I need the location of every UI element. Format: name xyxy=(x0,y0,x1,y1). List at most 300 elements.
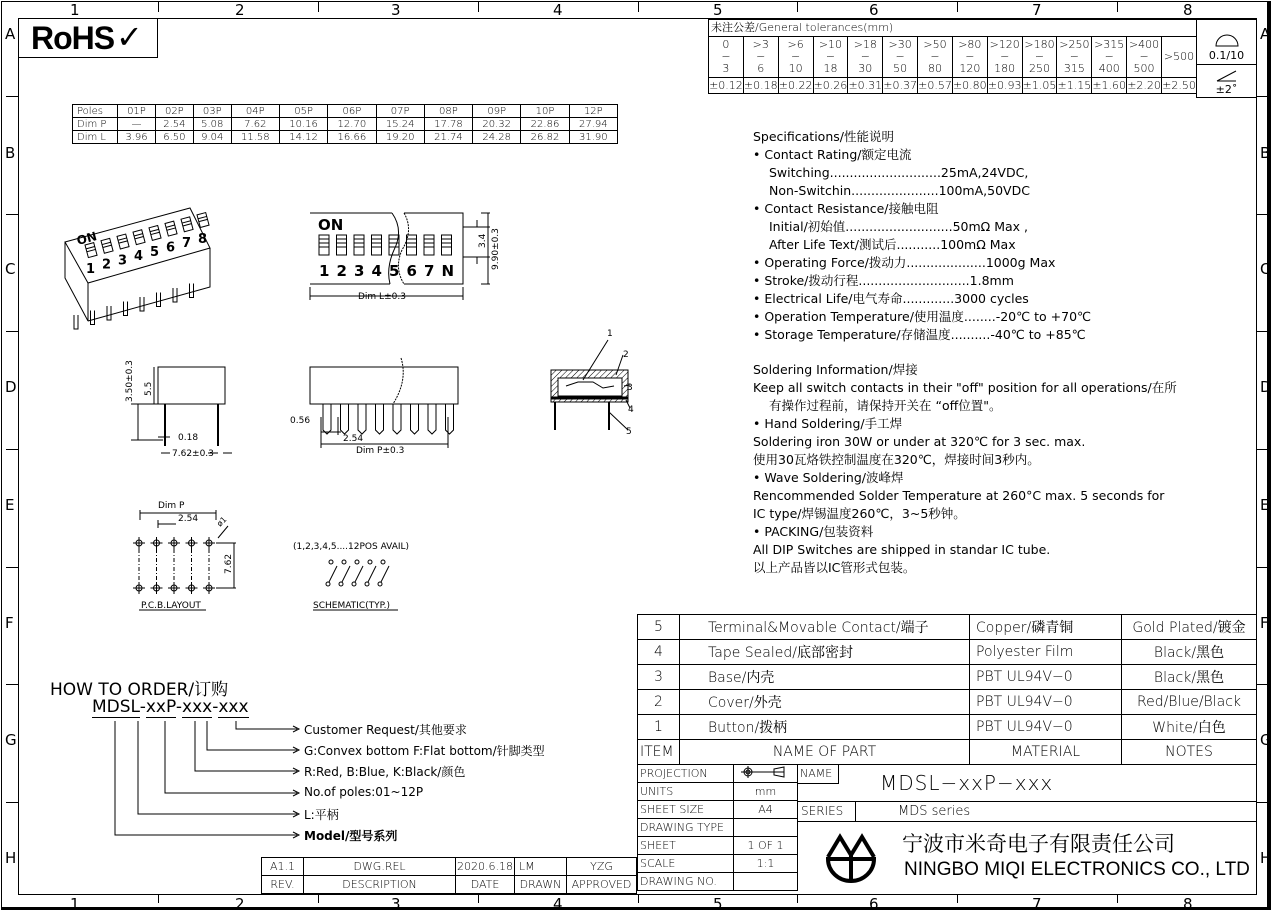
poles-cell: 16.66 xyxy=(328,131,376,144)
tolerance-value: ±1.15 xyxy=(1057,78,1092,92)
tolerance-range-sep: ~ xyxy=(895,50,905,63)
top-switch xyxy=(372,235,382,255)
tolerance-range xyxy=(1057,37,1092,78)
poles-cell: — xyxy=(118,118,156,131)
poles-cell: 12.70 xyxy=(328,118,376,131)
tolerance-range-to: 315 xyxy=(1063,62,1085,75)
poles-cell: 09P xyxy=(473,105,521,118)
zone-row-right-B: B xyxy=(1260,144,1271,162)
tolerance-range-to: 400 xyxy=(1098,62,1120,75)
zone-row-left-C: C xyxy=(5,260,16,278)
tolerance-range-sep: ~ xyxy=(721,50,731,63)
schematic-switch xyxy=(378,560,389,586)
poles-cell: 14.12 xyxy=(279,131,327,144)
top-switch xyxy=(354,235,364,255)
poles-cell: 22.86 xyxy=(521,118,569,131)
top-number: 5 xyxy=(389,262,400,280)
spec-line: Rencommended Solder Temperature at 260°C max. 5 seconds for xyxy=(753,488,1165,503)
poles-cell: 10P xyxy=(521,105,569,118)
bom-notes: Black/黑色 xyxy=(1122,640,1257,665)
front-pin xyxy=(411,404,419,434)
bullet-item: • Electrical Life/电气寿命.............3000 cycles xyxy=(753,291,1029,306)
spec-line: Non-Switchin......................100mA,50VDC xyxy=(769,183,1030,198)
tolerance-range-from: >3 xyxy=(752,38,769,51)
top-switch xyxy=(442,235,452,255)
poles-dimension-table xyxy=(72,104,618,144)
spec-line: After Life Text/测试后...........100mΩ Max xyxy=(769,237,1016,252)
revision-header-row xyxy=(262,876,637,894)
iso-pin xyxy=(91,311,95,325)
front-pin xyxy=(393,404,401,434)
pcb-hole xyxy=(186,582,198,594)
angle-icon xyxy=(1197,65,1256,85)
poles-row-label: Poles xyxy=(73,105,118,118)
front-pin xyxy=(323,404,331,434)
poles-cell: 11.58 xyxy=(231,131,279,144)
bom-header-row xyxy=(638,740,1257,765)
bom-material: PBT UL94V−0 xyxy=(970,665,1122,690)
zone-row-right-D: D xyxy=(1260,378,1272,396)
order-code-model: MDSL xyxy=(92,697,140,717)
zone-col-top-6: 6 xyxy=(869,1,879,19)
revision-header-rev: REV. xyxy=(262,876,304,894)
bom-material: PBT UL94V−0 xyxy=(970,715,1122,740)
bom-notes: White/白色 xyxy=(1122,715,1257,740)
front-pin xyxy=(446,404,454,434)
bom-item: 2 xyxy=(638,690,680,715)
rohs-label: RoHS xyxy=(31,20,115,56)
bullet-item: • Contact Rating/额定电流 xyxy=(753,147,912,162)
units-label: UNITS xyxy=(638,783,734,801)
spec-line: 有操作过程前，请保持开关在 “off位置"。 xyxy=(769,398,1002,413)
top-switch xyxy=(424,235,434,255)
iso-pin xyxy=(157,293,161,307)
poles-cell: 08P xyxy=(424,105,472,118)
tolerance-range-from: >315 xyxy=(1094,38,1125,51)
zone-col-bottom-6: 6 xyxy=(869,895,879,913)
bom-name: Terminal&Movable Contact/端子 xyxy=(680,615,970,640)
dim-3-50-label: 3.50±0.3 xyxy=(125,360,135,402)
iso-pin xyxy=(124,302,128,316)
poles-cell: 24.28 xyxy=(473,131,521,144)
tolerance-range xyxy=(883,37,918,78)
top-number: 3 xyxy=(354,262,365,280)
top-switch xyxy=(389,235,399,255)
front-pin xyxy=(376,404,384,434)
name-label: NAME xyxy=(798,765,839,784)
zone-col-top-7: 7 xyxy=(1032,1,1042,19)
tolerance-value: ±0.57 xyxy=(918,78,952,92)
bom-header-notes: NOTES xyxy=(1122,740,1257,765)
schematic-switch xyxy=(326,560,337,586)
tolerance-range-sep: ~ xyxy=(825,50,836,63)
poles-cell: 04P xyxy=(231,105,279,118)
callout-4: 4 xyxy=(628,405,634,415)
zone-col-bottom-4: 4 xyxy=(553,895,563,913)
poles-cell: 9.04 xyxy=(193,131,231,144)
dim-7-62-label: 7.62±0.3 xyxy=(172,449,214,459)
soldering-section xyxy=(753,361,1177,577)
schematic-switch xyxy=(339,560,350,586)
order-code-color: xxx xyxy=(182,697,213,717)
iso-on-label: ON xyxy=(75,229,99,248)
company-name-en: NINGBO MIQI ELECTRONICS CO., LTD xyxy=(904,859,1250,880)
tolerance-value: ±0.37 xyxy=(883,78,917,92)
iso-number: 1 xyxy=(86,262,96,277)
tolerance-range-to: 180 xyxy=(994,62,1016,75)
schematic-title: SCHEMATIC(TYP.) xyxy=(313,601,391,611)
scale-label: SCALE xyxy=(638,855,734,873)
series-value: MDS series xyxy=(898,804,971,819)
zone-row-left-B: B xyxy=(5,144,16,162)
zone-row-right-G: G xyxy=(1260,731,1272,749)
tolerance-value: ±2.20 xyxy=(1127,78,1161,92)
sheet-size-value: A4 xyxy=(734,801,798,819)
tolerance-range-from: >6 xyxy=(787,38,804,51)
tolerance-range xyxy=(813,37,848,78)
iso-pin xyxy=(140,297,144,311)
zone-row-left-A: A xyxy=(5,25,16,43)
iso-switch xyxy=(149,225,161,240)
order-code xyxy=(92,697,249,717)
soldering-title: Soldering Information/焊接 xyxy=(753,362,918,377)
bom-item: 5 xyxy=(638,615,680,640)
zone-col-top-5: 5 xyxy=(713,1,723,19)
top-switch xyxy=(337,235,347,255)
bom-material: Polyester Film xyxy=(970,640,1122,665)
general-tolerance-table xyxy=(708,19,1197,94)
zone-col-top-8: 8 xyxy=(1183,1,1193,19)
top-switch xyxy=(319,235,329,255)
callout-2: 2 xyxy=(623,350,629,360)
poles-cell: 6.50 xyxy=(155,131,193,144)
bom-row xyxy=(638,665,1257,690)
bom-header-item: ITEM xyxy=(638,740,680,765)
poles-cell: 21.74 xyxy=(424,131,472,144)
tolerance-value: ±1.05 xyxy=(1022,78,1057,92)
bullet-item: • PACKING/包装资料 xyxy=(753,524,874,539)
dim-0-18-label: 0.18 xyxy=(178,433,199,443)
tolerance-range-sep: ~ xyxy=(791,50,801,63)
bom-row xyxy=(638,640,1257,665)
poles-cell: 15.24 xyxy=(376,118,424,131)
revision-drawn: LM xyxy=(515,858,567,876)
bullet-item: • Operation Temperature/使用温度........-20℃ to +70℃ xyxy=(753,309,1092,324)
tolerance-range xyxy=(952,37,987,78)
iso-pin xyxy=(107,306,111,320)
tolerance-range-sep: ~ xyxy=(1104,50,1114,63)
iso-number: 4 xyxy=(134,249,144,265)
flatness-angle-box xyxy=(1196,19,1257,98)
poles-cell: 02P xyxy=(155,105,193,118)
bom-row xyxy=(638,715,1257,740)
zone-col-top-1: 1 xyxy=(70,1,80,19)
tolerance-range-from: >10 xyxy=(818,38,843,51)
revision-description: DWG.REL xyxy=(304,858,456,876)
check-icon: ✓ xyxy=(116,18,143,56)
tolerance-range-to: 50 xyxy=(893,62,908,75)
iso-switch xyxy=(181,217,193,232)
revision-rev: A1.1 xyxy=(262,858,304,876)
tolerance-range-sep: ~ xyxy=(860,50,870,63)
iso-number: 5 xyxy=(150,244,160,260)
iso-number: 3 xyxy=(118,253,128,269)
tolerance-range-sep: ~ xyxy=(1139,50,1149,63)
bom-name: Base/内壳 xyxy=(680,665,970,690)
title-block-right xyxy=(798,764,1257,895)
angle-value: ±2˚ xyxy=(1215,83,1238,96)
tolerance-range xyxy=(918,37,953,78)
bom-material: Copper/磷青铜 xyxy=(970,615,1122,640)
mechanical-drawings xyxy=(18,150,638,620)
tolerance-range xyxy=(1022,37,1057,78)
tolerance-range-sep: ~ xyxy=(1000,50,1010,63)
order-legend-poles: No.of poles:01~12P xyxy=(304,785,424,799)
tolerance-range-to: 6 xyxy=(757,62,765,75)
tolerance-range-sep: ~ xyxy=(756,50,766,63)
rohs-badge xyxy=(18,18,158,58)
tolerance-range-to: 10 xyxy=(788,62,803,75)
tolerance-range-from: >30 xyxy=(888,38,912,51)
sheet-value: 1 OF 1 xyxy=(734,837,798,855)
tolerance-range xyxy=(987,37,1022,78)
tolerance-range xyxy=(743,37,778,78)
tolerance-value: ±1.60 xyxy=(1092,78,1127,92)
zone-col-bottom-3: 3 xyxy=(391,895,401,913)
company-logo-icon xyxy=(822,827,882,885)
iso-number: 6 xyxy=(166,240,176,256)
revision-table xyxy=(261,857,637,894)
poles-cell: 12P xyxy=(569,105,617,118)
tolerance-value: ±0.12 xyxy=(709,78,743,92)
bom-header-name: NAME OF PART xyxy=(680,740,970,765)
spec-line: Initial/初始值...........................50mΩ Max , xyxy=(769,219,1028,234)
name-value: MDSL−xxP−xxx xyxy=(880,771,1054,795)
zone-col-bottom-1: 1 xyxy=(70,895,80,913)
zone-row-right-A: A xyxy=(1260,25,1271,43)
zone-col-top-4: 4 xyxy=(553,1,563,19)
order-legend-flat-handle: L:平柄 xyxy=(304,808,339,822)
pcb-layout-title: P.C.B.LAYOUT xyxy=(141,601,201,611)
poles-cell: 06P xyxy=(328,105,376,118)
tolerance-range-last: >500 xyxy=(1161,37,1196,78)
bom-row xyxy=(638,690,1257,715)
bullet-item: • Stroke/拨动行程............................1.8mm xyxy=(753,273,1014,288)
tolerance-range-to: 30 xyxy=(858,62,873,75)
order-leader-lines xyxy=(100,718,310,840)
iso-number: 8 xyxy=(198,231,208,247)
drawing-type-label: DRAWING TYPE xyxy=(638,819,734,837)
tolerance-range-from: >18 xyxy=(853,38,877,51)
drawing-type-value xyxy=(734,819,798,837)
zone-row-right-E: E xyxy=(1260,496,1270,514)
sheet-label: SHEET xyxy=(638,837,734,855)
tolerance-range-to: 80 xyxy=(927,62,942,75)
iso-pin xyxy=(190,284,194,298)
front-pin xyxy=(358,404,366,434)
poles-cell: 26.82 xyxy=(521,131,569,144)
zone-col-bottom-5: 5 xyxy=(713,895,723,913)
zone-row-left-G: G xyxy=(5,731,17,749)
front-pin xyxy=(341,404,349,434)
bom-row xyxy=(638,615,1257,640)
tolerance-range-sep: ~ xyxy=(1069,50,1079,63)
pcb-hole-label: ø1 xyxy=(215,514,229,529)
bom-name: Tape Sealed/底部密封 xyxy=(680,640,970,665)
revision-header-description: DESCRIPTION xyxy=(304,876,456,894)
revision-approved: YZG xyxy=(567,858,637,876)
tolerance-range-to: 18 xyxy=(823,62,838,75)
company-name-cn: 宁波市米奇电子有限责任公司 xyxy=(902,832,1175,856)
pcb-2-54-label: 2.54 xyxy=(178,514,199,524)
order-legend-pin-type: G:Convex bottom F:Flat bottom/针脚类型 xyxy=(304,744,545,758)
drawing-no-label: DRAWING NO. xyxy=(638,873,734,891)
revision-header-drawn: DRAWN xyxy=(515,876,567,894)
front-pin xyxy=(428,404,436,434)
zone-row-left-E: E xyxy=(5,496,15,514)
top-number: 4 xyxy=(371,262,382,280)
callout-1: 1 xyxy=(607,329,613,339)
dim-p-label: Dim P±0.3 xyxy=(356,446,405,456)
zone-row-right-H: H xyxy=(1260,849,1272,867)
spec-line: 使用30瓦烙铁控制温度在320℃，焊接时间3秒内。 xyxy=(753,452,1040,467)
tolerance-range-from: >120 xyxy=(989,38,1020,51)
poles-cell: 10.16 xyxy=(279,118,327,131)
pcb-dim-p-label: Dim P xyxy=(158,501,185,511)
tolerance-value: ±0.18 xyxy=(743,78,778,92)
tolerance-range-to: 120 xyxy=(959,62,981,75)
front-view xyxy=(310,358,458,448)
schematic-switch xyxy=(352,560,363,586)
iso-switch xyxy=(133,230,145,245)
bullet-item: • Operating Force/拨动力....................1000g Max xyxy=(753,255,1056,270)
flatness-value: 0.1/10 xyxy=(1208,49,1245,62)
zone-row-left-H: H xyxy=(5,849,17,867)
poles-cell: 07P xyxy=(376,105,424,118)
poles-cell: 20.32 xyxy=(473,118,521,131)
iso-pin xyxy=(74,315,78,329)
spec-line: Switching............................25mA,24VDC, xyxy=(769,165,1029,180)
order-legend-model: Model/型号系列 xyxy=(304,829,398,843)
bullet-item: • Contact Resistance/接触电阻 xyxy=(753,201,939,216)
specifications-title: Specifications/性能说明 xyxy=(753,129,894,144)
tolerance-range-from: >250 xyxy=(1059,38,1090,51)
bom-item: 3 xyxy=(638,665,680,690)
top-number: 7 xyxy=(424,262,435,280)
zone-row-left-F: F xyxy=(5,614,14,632)
cross-section-view xyxy=(551,340,630,430)
scale-value: 1:1 xyxy=(734,855,798,873)
zone-row-right-F: F xyxy=(1260,614,1269,632)
schematic-note: (1,2,3,4,5....12POS AVAIL) xyxy=(293,542,410,552)
poles-cell: 19.20 xyxy=(376,131,424,144)
poles-cell: 3.96 xyxy=(118,131,156,144)
top-on-label: ON xyxy=(318,216,344,234)
top-number: 6 xyxy=(406,262,417,280)
top-number: 2 xyxy=(336,262,347,280)
iso-pin xyxy=(173,288,177,302)
top-number: 1 xyxy=(319,262,330,280)
projection-symbol-icon xyxy=(734,765,798,783)
spec-line: Soldering iron 30W or under at 320℃ for 3 sec. max. xyxy=(753,434,1086,449)
dim-0-56-label: 0.56 xyxy=(290,416,311,426)
poles-cell: 2.54 xyxy=(155,118,193,131)
bom-name: Button/拨柄 xyxy=(680,715,970,740)
schematic-switch xyxy=(365,560,376,586)
poles-cell: 5.08 xyxy=(193,118,231,131)
order-code-sep: - xyxy=(139,697,146,717)
order-code-request: xxx xyxy=(218,697,249,717)
tolerance-range-to: 500 xyxy=(1133,62,1155,75)
dim-5-5-label: 5.5 xyxy=(144,381,154,396)
bom-header-material: MATERIAL xyxy=(970,740,1122,765)
tolerance-range xyxy=(778,37,813,78)
zone-col-top-3: 3 xyxy=(391,1,401,19)
dim-l-label: Dim L±0.3 xyxy=(358,292,406,302)
series-label: SERIES xyxy=(801,802,856,821)
iso-number: 7 xyxy=(182,236,192,252)
bullet-item: • Wave Soldering/波峰焊 xyxy=(753,470,904,485)
bom-material: PBT UL94V−0 xyxy=(970,690,1122,715)
top-switch xyxy=(407,235,417,255)
order-code-poles: xxP xyxy=(145,697,176,717)
tolerance-value-last: ±2.50 xyxy=(1162,78,1196,92)
spec-line: All DIP Switches are shipped in standar IC tube. xyxy=(753,542,1051,557)
zone-col-bottom-8: 8 xyxy=(1183,895,1193,913)
iso-switch xyxy=(117,234,129,249)
tolerance-range-sep: ~ xyxy=(1034,50,1045,63)
pcb-hole xyxy=(168,537,180,549)
pcb-hole xyxy=(151,537,163,549)
zone-row-left-D: D xyxy=(5,378,17,396)
tolerance-range-to: 3 xyxy=(722,62,730,75)
pcb-hole xyxy=(186,537,198,549)
callout-3: 3 xyxy=(627,383,633,393)
tolerance-value: ±0.80 xyxy=(952,78,987,92)
iso-switch xyxy=(101,238,113,253)
units-value: mm xyxy=(734,783,798,801)
tolerance-value: ±0.26 xyxy=(813,78,848,92)
bill-of-materials-table xyxy=(637,614,1257,765)
tolerance-range-from: >50 xyxy=(923,38,947,51)
spec-line: 以上产品皆以IC管形式包装。 xyxy=(753,560,916,575)
iso-switch xyxy=(165,221,177,236)
tolerance-range xyxy=(1127,37,1162,78)
pcb-hole xyxy=(203,537,215,549)
top-number: N xyxy=(441,262,455,280)
projection-label: PROJECTION xyxy=(638,765,734,783)
callout-5: 5 xyxy=(626,427,632,437)
spec-line: Keep all switch contacts in their "off" position for all operations/在所 xyxy=(753,380,1177,395)
pcb-hole xyxy=(133,537,145,549)
tolerance-range-to: 250 xyxy=(1029,62,1051,75)
bullet-item: • Hand Soldering/手工焊 xyxy=(753,416,903,431)
bom-name: Cover/外壳 xyxy=(680,690,970,715)
poles-cell: 03P xyxy=(193,105,231,118)
revision-header-approved: APPROVED xyxy=(567,876,637,894)
tolerance-range xyxy=(848,37,883,78)
tolerance-range-from: 0 xyxy=(722,38,730,51)
order-legend-color: R:Red, B:Blue, K:Black/颜色 xyxy=(304,765,466,779)
iso-number: 2 xyxy=(102,257,112,273)
tolerance-range-sep: ~ xyxy=(930,50,940,63)
tolerance-range xyxy=(709,37,744,78)
zone-row-right-C: C xyxy=(1260,260,1271,278)
bom-notes: Gold Plated/镀金 xyxy=(1122,615,1257,640)
tolerance-value: ±0.31 xyxy=(848,78,883,92)
tolerance-range-from: >80 xyxy=(958,38,982,51)
zone-col-top-2: 2 xyxy=(235,1,245,19)
